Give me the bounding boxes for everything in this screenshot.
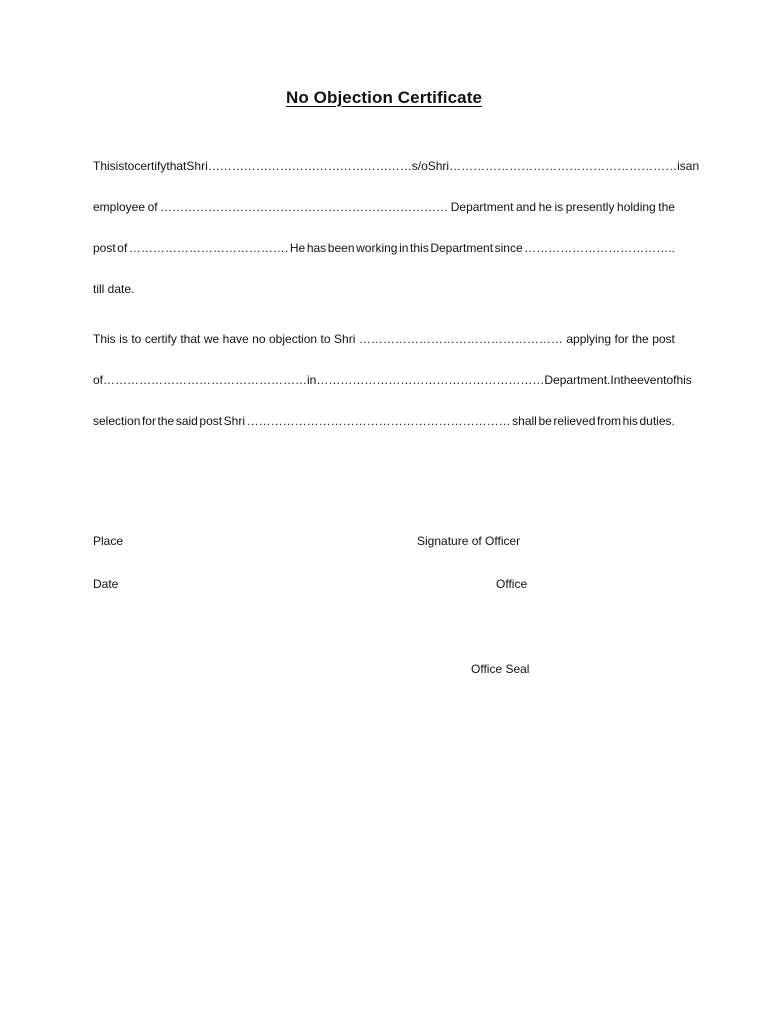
word: presently bbox=[565, 200, 615, 214]
word: from bbox=[596, 414, 621, 428]
word: is bbox=[119, 332, 128, 346]
employee-name-blank: Shri…………………………………………… bbox=[186, 159, 412, 173]
word: that bbox=[166, 159, 187, 173]
word: of bbox=[147, 200, 158, 214]
word: Department bbox=[450, 200, 514, 214]
word: his bbox=[676, 373, 692, 387]
word: the bbox=[658, 200, 675, 214]
document-title: No Objection Certificate bbox=[285, 88, 483, 107]
word: the bbox=[632, 332, 649, 346]
word: since bbox=[494, 241, 523, 255]
paragraph-1-line-3 bbox=[93, 240, 675, 256]
relieved-name-blank: ………………………………………………………… bbox=[246, 414, 511, 428]
place-label: Place bbox=[93, 534, 124, 548]
word: certify bbox=[134, 159, 167, 173]
word: in bbox=[307, 373, 317, 387]
word: said bbox=[175, 414, 198, 428]
department-blank: ……………………………………………………………… bbox=[160, 200, 449, 214]
word: s/o bbox=[411, 159, 428, 173]
paragraph-1-line-4: till date. bbox=[93, 282, 135, 296]
word: this bbox=[410, 241, 429, 255]
word: we bbox=[203, 332, 220, 346]
target-department-blank: ………………………………………………… bbox=[316, 373, 545, 387]
applicant-name-blank: …………………………………………… bbox=[358, 332, 563, 346]
word: has bbox=[306, 241, 327, 255]
word: for bbox=[614, 332, 629, 346]
word: working bbox=[356, 241, 398, 255]
word: an bbox=[685, 159, 700, 173]
word: post bbox=[93, 241, 116, 255]
word: and bbox=[516, 200, 537, 214]
word: employee bbox=[93, 200, 146, 214]
word: objection bbox=[269, 332, 318, 346]
word: applying bbox=[566, 332, 612, 346]
word: event bbox=[637, 373, 667, 387]
word: have bbox=[222, 332, 249, 346]
word: This bbox=[93, 332, 116, 346]
word: of bbox=[93, 373, 104, 387]
word: selection bbox=[93, 414, 141, 428]
word: Shri bbox=[223, 414, 246, 428]
word: post bbox=[652, 332, 675, 346]
word: holding bbox=[617, 200, 656, 214]
word: of bbox=[666, 373, 677, 387]
word: post bbox=[199, 414, 223, 428]
word: in bbox=[399, 241, 409, 255]
paragraph-2-line-3 bbox=[93, 413, 675, 429]
office-label: Office bbox=[496, 577, 528, 591]
word: In bbox=[610, 373, 621, 387]
paragraph-1-line-2 bbox=[93, 199, 675, 215]
office-seal-label: Office Seal bbox=[471, 662, 530, 676]
word: the bbox=[157, 414, 175, 428]
date-label: Date bbox=[93, 577, 119, 591]
word: duties. bbox=[639, 414, 675, 428]
word: no bbox=[252, 332, 266, 346]
signature-of-officer-label: Signature of Officer bbox=[417, 534, 521, 548]
word: for bbox=[141, 414, 156, 428]
word: be bbox=[538, 414, 552, 428]
father-name-blank: Shri………………………………………………… bbox=[427, 159, 678, 173]
word: that bbox=[180, 332, 201, 346]
since-date-blank: ……………………………….. bbox=[524, 241, 675, 255]
word: to bbox=[320, 332, 331, 346]
word: He bbox=[289, 241, 306, 255]
word: is bbox=[677, 159, 686, 173]
word: been bbox=[327, 241, 355, 255]
word: Department bbox=[430, 241, 494, 255]
word: certify bbox=[144, 332, 177, 346]
word: shall bbox=[512, 414, 537, 428]
word: to bbox=[124, 159, 135, 173]
paragraph-2-line-2 bbox=[93, 372, 692, 388]
paragraph-1-line-1 bbox=[93, 158, 700, 174]
word: relieved bbox=[553, 414, 596, 428]
post-blank: …………………………………. bbox=[128, 241, 289, 255]
word: he bbox=[538, 200, 552, 214]
word: Department. bbox=[544, 373, 611, 387]
word: is bbox=[554, 200, 564, 214]
word: his bbox=[622, 414, 638, 428]
word: to bbox=[131, 332, 142, 346]
word: the bbox=[620, 373, 638, 387]
word: of bbox=[117, 241, 128, 255]
word: Shri bbox=[334, 332, 356, 346]
word: is bbox=[115, 159, 125, 173]
paragraph-2-line-1 bbox=[93, 331, 675, 347]
word: This bbox=[93, 159, 116, 173]
applied-post-blank: …………………………………………… bbox=[103, 373, 308, 387]
